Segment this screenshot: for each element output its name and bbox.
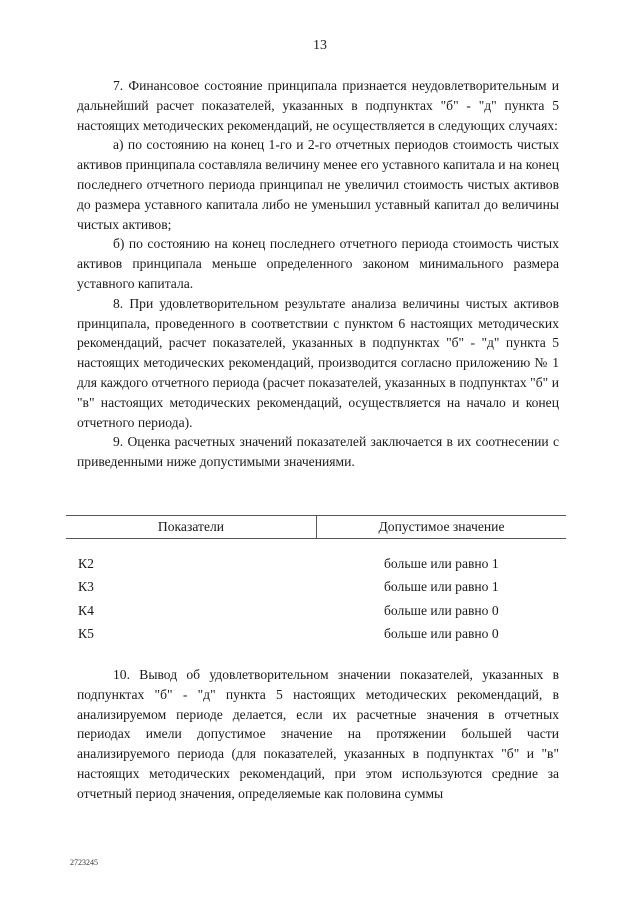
header-indicators: Показатели xyxy=(66,516,317,538)
document-body xyxy=(77,76,559,472)
page-number: 13 xyxy=(313,38,327,53)
paragraph-7: 7. Финансовое состояние принципала признается неудовлетворительным и дальнейший расчет показателей, указанных в подпунктах "б" - "д" пункта 5 настоящих методических рекомендаций, не осуществляется в следующих случаях: xyxy=(77,78,559,133)
header-allowed-value: Допустимое значение xyxy=(378,519,505,534)
table-header xyxy=(66,515,566,539)
paragraph-10: 10. Вывод об удовлетворительном значении показателей, указанных в подпунктах "б" - "д" пункта 5 настоящих методических рекомендаций, в анализируемом периоде делается, если их расчетные значения в отчетных периодах имели допустимое значение на протяжении большей части анализируемого периода (для показателей, указанных в подпунктах "б" и "в" настоящих методических рекомендаций, при этом используются средние за отчетный период значения, определяемые как половина суммы xyxy=(77,667,559,801)
footer-code: 2723245 xyxy=(70,858,98,867)
table-row xyxy=(66,599,566,623)
indicator-code: К2 xyxy=(78,555,94,571)
indicators-table xyxy=(66,515,566,646)
indicator-value: больше или равно 1 xyxy=(384,579,499,595)
indicator-code: К5 xyxy=(78,626,94,642)
paragraph-7b: б) по состоянию на конец последнего отчетного периода стоимость чистых активов принципала меньше определенного законом минимального размера уставного капитала. xyxy=(77,236,559,291)
indicator-code: К4 xyxy=(78,602,94,618)
paragraph-9: 9. Оценка расчетных значений показателей заключается в их соотнесении с приведенными ниже допустимыми значениями. xyxy=(77,434,559,470)
paragraph-8: 8. При удовлетворительном результате анализа величины чистых активов принципала, проведенного в соответствии с пунктом 6 настоящих методических рекомендаций, расчет показателей, указанных в подпунктах "б" - "д" пункта 5 настоящих методических рекомендаций, производится согласно приложению № 1 для каждого отчетного периода (расчет показателей, указанных в подпунктах "б" и "в" настоящих методических рекомендаций, осуществляется на начало и конец отчетного периода). xyxy=(77,295,559,430)
table-body xyxy=(66,552,566,646)
indicator-value: больше или равно 0 xyxy=(384,602,499,618)
table-row xyxy=(66,623,566,647)
indicator-code: К3 xyxy=(78,579,94,595)
paragraph-7a: а) по состоянию на конец 1-го и 2-го отчетных периодов стоимость чистых активов принципала составляла величину менее его уставного капитала и на конец последнего отчетного периода принципал не увеличил стоимость чистых активов до размера уставного капитала либо не уменьшил уставный капитал до величины чистых активов; xyxy=(77,137,559,232)
indicator-value: больше или равно 0 xyxy=(384,626,499,642)
document-body-continued xyxy=(77,665,559,804)
table-row xyxy=(66,576,566,600)
indicator-value: больше или равно 1 xyxy=(384,555,499,571)
table-row xyxy=(66,552,566,576)
